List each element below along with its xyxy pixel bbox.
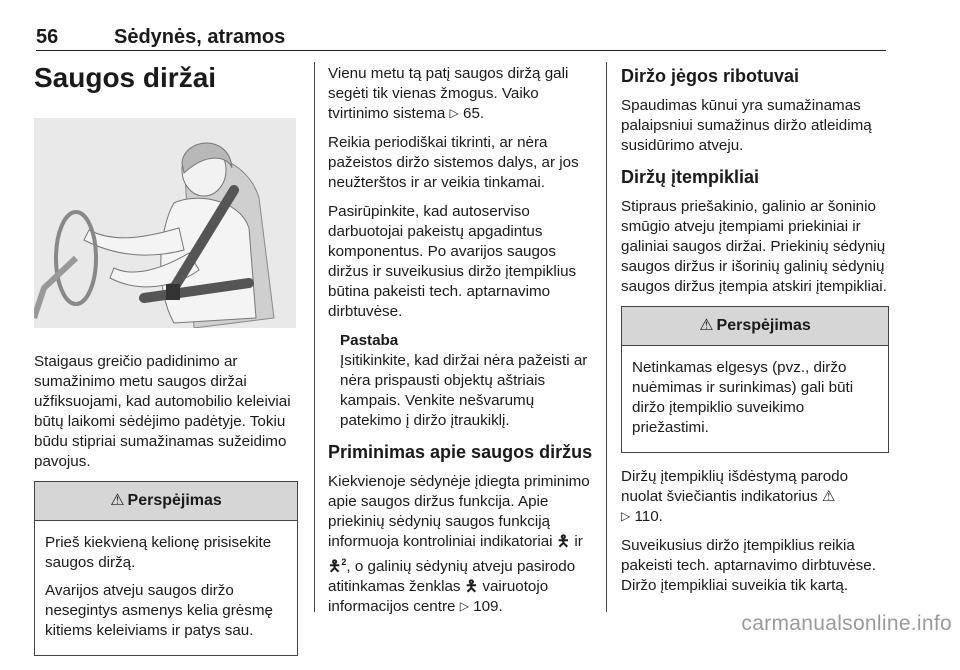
paragraph-text: vairuotojo informacijos centre bbox=[328, 578, 549, 616]
note-text: Įsitikinkite, kad diržai nėra pažeisti ar nėra prispausti objektų aštriais kampais. Venkite nešvarumų patekimo į diržo įtraukiklį. bbox=[340, 352, 588, 429]
warning-title: Perspėjimas bbox=[716, 317, 811, 334]
note bbox=[328, 331, 596, 431]
column-divider-1 bbox=[314, 62, 315, 612]
warning-triangle-icon: ⚠ bbox=[699, 317, 714, 334]
seatbelt-glyph: 🯅 bbox=[328, 558, 342, 576]
paragraph: Stipraus priešakinio, galinio ar šoninio smūgio atveju įtempiami priekiniai ir galiniai saugos diržai. Priekinių sėdynių saugos diržus ir išorinių galinių sėdynių saugos diržus įtempia atskiri įtempikliai. bbox=[621, 198, 887, 295]
column-2 bbox=[328, 64, 596, 626]
warning-title: Perspėjimas bbox=[127, 492, 222, 509]
reference-arrow-icon: ▷ bbox=[459, 599, 469, 614]
page-reference[interactable]: 65. bbox=[463, 105, 485, 122]
paragraph: Spaudimas kūnui yra sumažinamas palaipsniui sumažinus diržo atleidimą susidūrimo atveju. bbox=[621, 97, 872, 154]
watermark: carmanualsonline.info bbox=[741, 612, 952, 635]
warning-header bbox=[622, 307, 888, 346]
warning-text: Netinkamas elgesys (pvz., diržo nuėmimas ir surinkimas) gali būti diržo įtempiklio suveikimo priežastimi. bbox=[632, 359, 854, 436]
paragraph bbox=[328, 472, 596, 617]
page-header bbox=[36, 6, 886, 52]
paragraph: Pasirūpinkite, kad autoserviso darbuotojai pakeistų apgadintus komponentus. Po avarijos saugos diržus ir suveikusius diržo įtempiklius būtina pakeisti tech. aptarnavimo dirbtuvėse. bbox=[328, 203, 577, 320]
paragraph bbox=[328, 64, 596, 124]
column-1 bbox=[34, 62, 298, 670]
section-title: Saugos diržai bbox=[34, 62, 217, 93]
paragraph-text: ir bbox=[570, 533, 583, 550]
section-heading: Diržų įtempikliai bbox=[621, 167, 760, 187]
warning-header bbox=[35, 482, 297, 521]
section-heading: Diržo jėgos ribotuvai bbox=[621, 66, 800, 86]
paragraph: Suveikusius diržo įtempiklius reikia pakeisti tech. aptarnavimo dirbtuvėse. Diržo įtempikliai suveikia tik kartą. bbox=[621, 537, 876, 594]
seatbelt-illustration bbox=[34, 118, 296, 328]
warning-text: Prieš kiekvieną kelionę prisisekite saugos diržą. bbox=[45, 534, 272, 571]
paragraph-text: Vienu metu tą patį saugos diržą gali segėti tik vienas žmogus. Vaiko tvirtinimo sistema bbox=[328, 65, 569, 122]
header-divider bbox=[36, 50, 886, 51]
section-heading: Priminimas apie saugos diržus bbox=[328, 442, 593, 462]
reference-arrow-icon: ▷ bbox=[449, 106, 459, 120]
seatbelt-superscript: 2 bbox=[341, 557, 347, 567]
seatbelt-icon: 🯅 bbox=[464, 578, 479, 596]
warning-body bbox=[35, 521, 297, 655]
note-title: Pastaba bbox=[340, 332, 399, 349]
column-3 bbox=[621, 64, 889, 605]
reference-arrow-icon: ▷ bbox=[621, 509, 631, 523]
seatbelt-icon: 🯅 bbox=[556, 533, 571, 550]
warning-text: Avarijos atveju saugos diržo nesegintys asmenys kelia grėsmę kitiems keleiviams ir patys sau. bbox=[45, 582, 273, 639]
seatbelt-2-icon bbox=[328, 552, 346, 577]
page-reference[interactable]: 110. bbox=[634, 508, 663, 525]
paragraph-text: , o galinių sėdynių atveju pasirodo atitinkamas ženklas bbox=[328, 558, 576, 596]
intro-text: Staigaus greičio padidinimo ar sumažinimo metu saugos diržai užfiksuojami, kad automobilio keleiviai būtų laikomi sėdėjimo padėtyje. Tokiu būdu stipriai sumažinamas sužeidimo pavojus. bbox=[34, 353, 291, 470]
warning-box bbox=[621, 306, 889, 453]
page-reference[interactable]: 109. bbox=[473, 598, 503, 616]
chapter-title: Sėdynės, atramos bbox=[114, 26, 286, 48]
warning-box bbox=[34, 481, 298, 656]
pretensioner-icon: ⚠ bbox=[821, 488, 836, 505]
paragraph-text: Kiekvienoje sėdynėje įdiegta priminimo apie saugos diržus funkcija. Apie priekinių sėdynių saugos funkciją informuoja kontroliniai indikatoriai bbox=[328, 473, 590, 550]
paragraph-text: Diržų įtempiklių išdėstymą parodo nuolat šviečiantis indikatorius bbox=[621, 468, 849, 505]
warning-body bbox=[622, 346, 888, 452]
paragraph: Reikia periodiškai tikrinti, ar nėra pažeistos diržo sistemos dalys, ar jos neužterštos ir ar veikia tinkamai. bbox=[328, 134, 579, 191]
warning-triangle-icon: ⚠ bbox=[110, 492, 125, 509]
column-divider-2 bbox=[606, 62, 607, 612]
page-number: 56 bbox=[36, 26, 59, 48]
paragraph bbox=[621, 467, 889, 527]
